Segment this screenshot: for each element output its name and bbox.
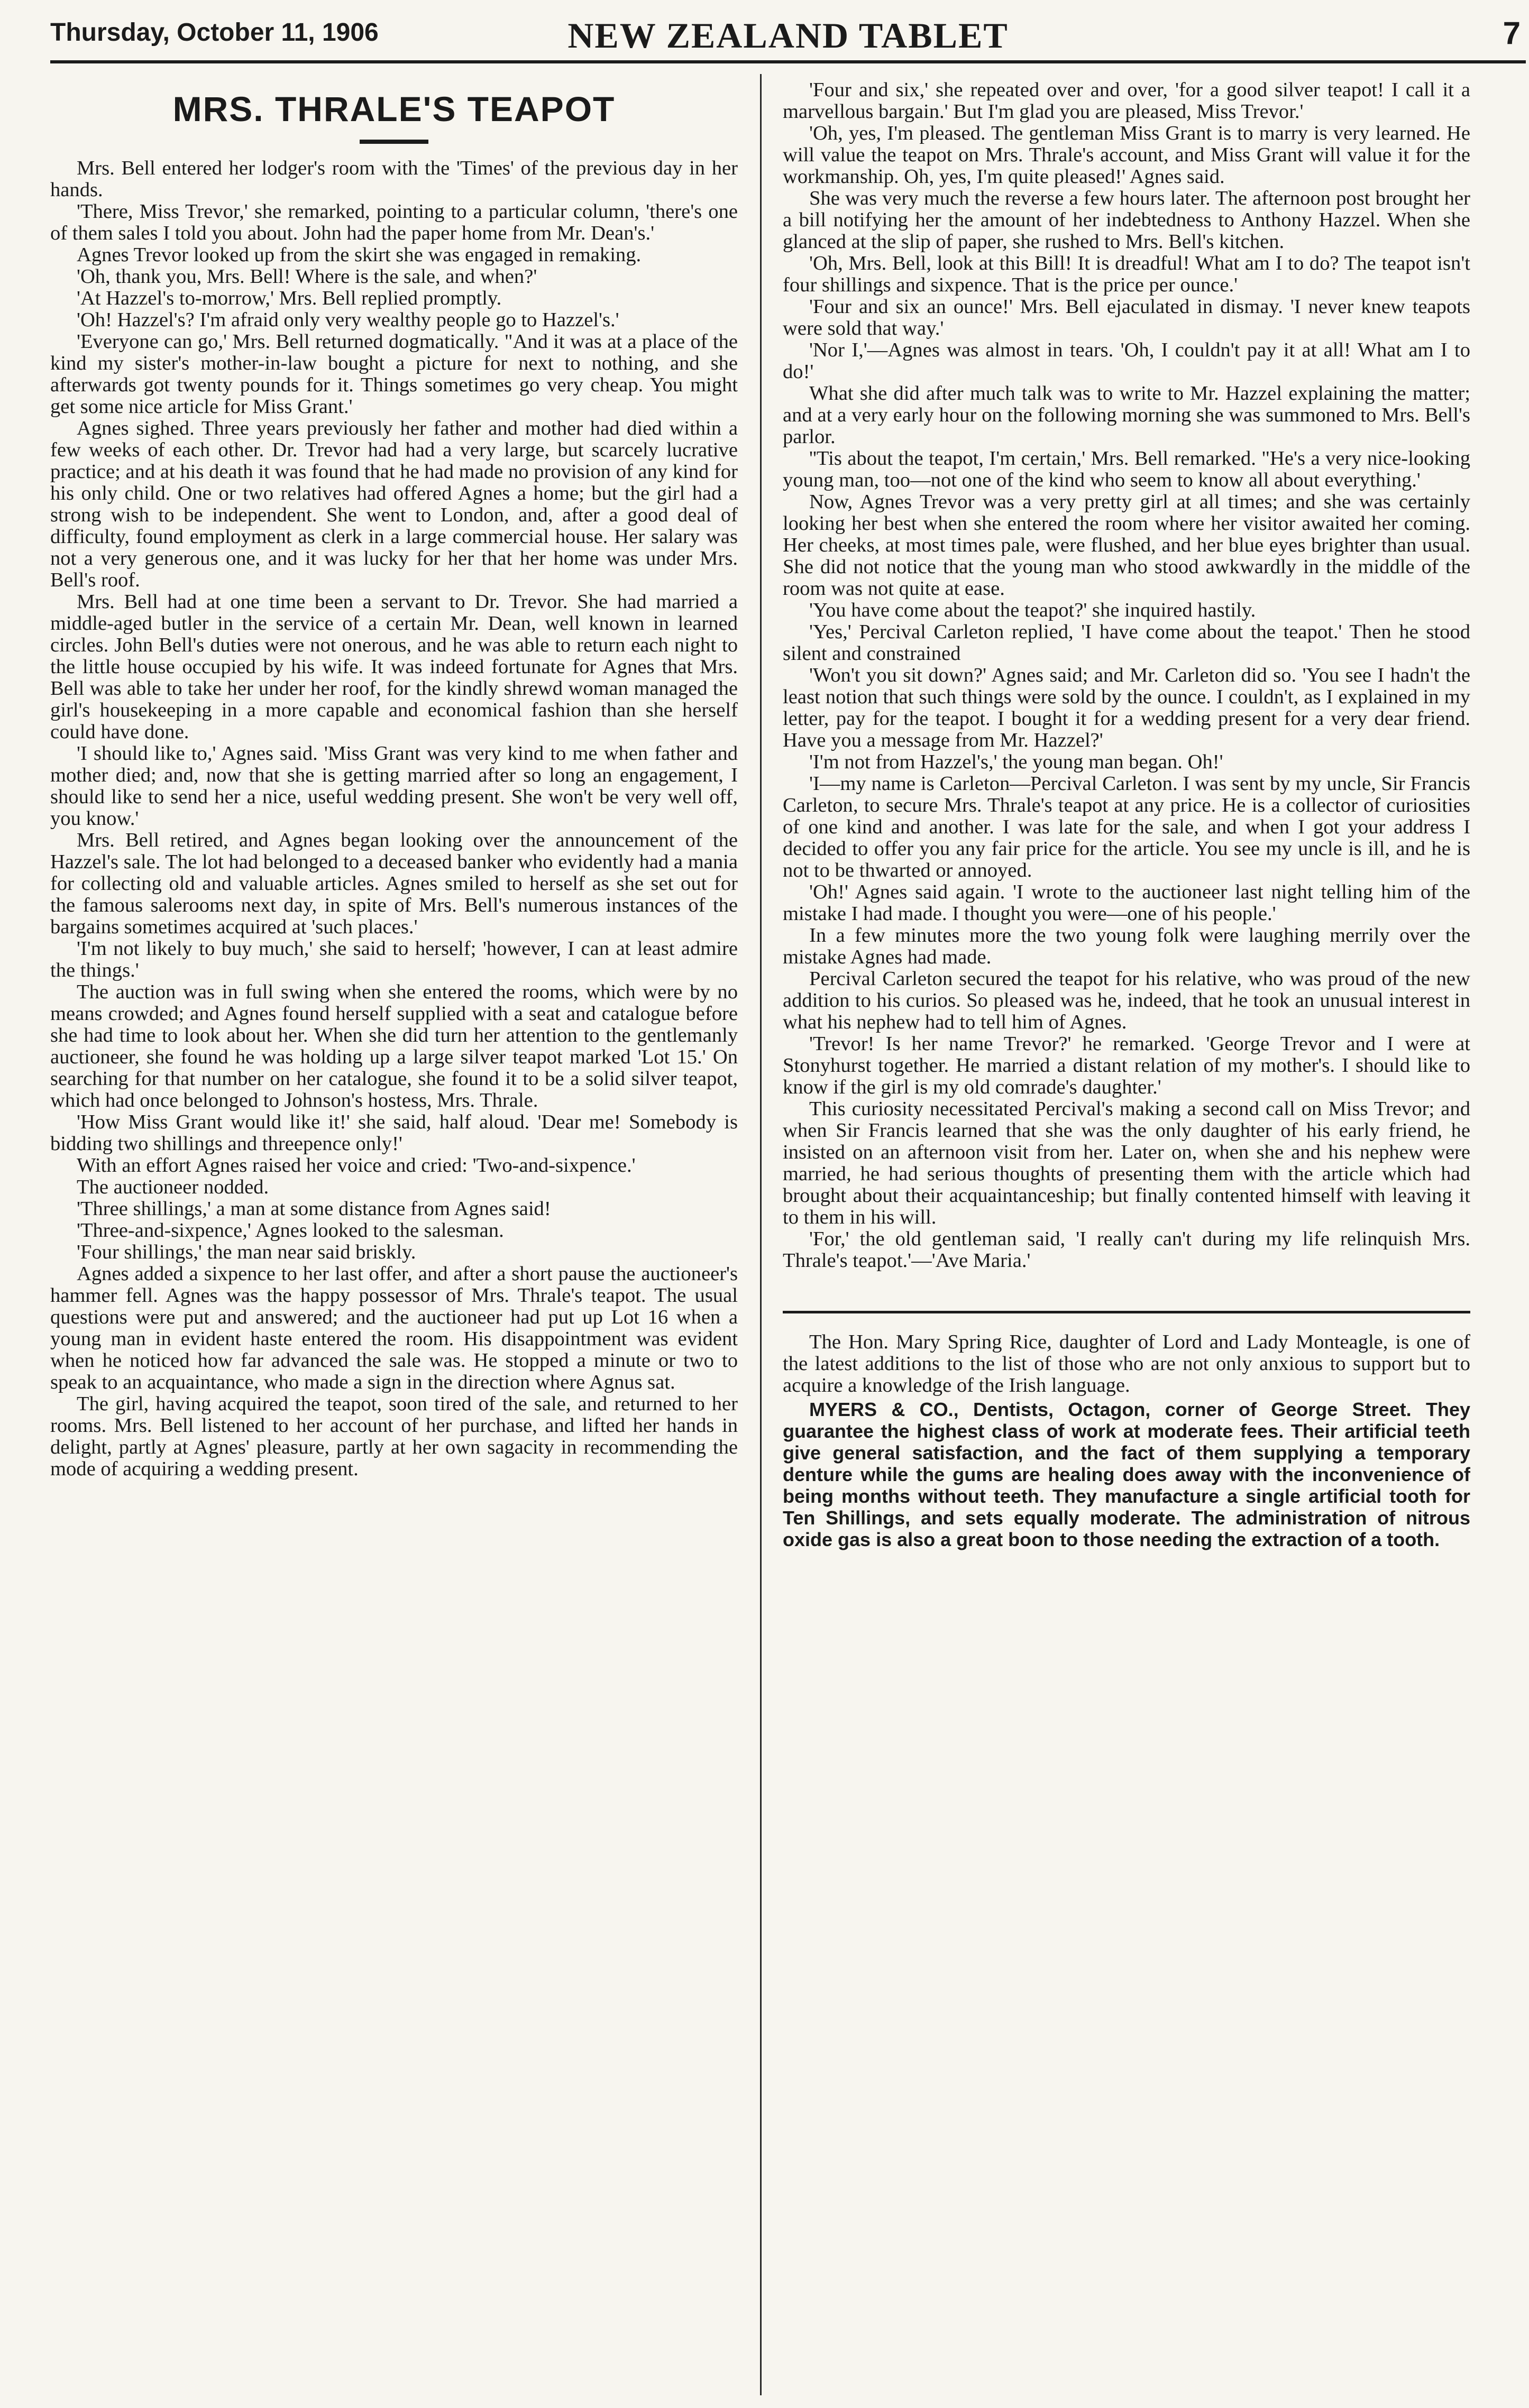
article-paragraph: Agnes added a sixpence to her last offer, and after a short pause the auctioneer's hammer fell. Agnes was the happy possessor of Mrs. Thrale's teapot. The usual questions were put and answered; and the auctioneer had put up Lot 16 when a young man in evident haste entered the room. His disappointment was evident when he noticed how far advanced the sale was. He stopped a minute or two to speak to an acquaintance, who made a sign in the direction where Agnus sat. (50, 1263, 738, 1393)
article-paragraph: Mrs. Bell retired, and Agnes began looking over the announcement of the Hazzel's sale. The lot had belonged to a deceased banker who evidently had a mania for collecting old and valuable articles. Agnes smiled to herself as she set out for the famous salerooms next day, in spite of Mrs. Bell's numerous instances of the bargains sometimes acquired at 'such places.' (50, 829, 738, 938)
title-rule (360, 140, 428, 144)
issue-date: Thursday, October 11, 1906 (50, 19, 379, 47)
notice-paragraph: The Hon. Mary Spring Rice, daughter of Lord and Lady Monteagle, is one of the latest additions to the list of those who are not only anxious to support but to acquire a knowledge of the Irish language. (783, 1331, 1470, 1396)
article-paragraph: 'How Miss Grant would like it!' she said, half aloud. 'Dear me! Somebody is bidding two shillings and threepence only!' (50, 1111, 738, 1155)
article-paragraph: 'At Hazzel's to-morrow,' Mrs. Bell replied promptly. (77, 287, 502, 309)
article-paragraph: 'I—my name is Carleton—Percival Carleton. I was sent by my uncle, Sir Francis Carleton, to secure Mrs. Thrale's teapot at any price. He is a collector of curiosities of one kind and another. I was late for the sale, and when I got your address I decided to offer you any fair price for the article. You see my uncle is ill, and he is not to be thwarted or annoyed. (783, 773, 1470, 881)
article-paragraph: 'You have come about the teapot?' she inquired hastily. (809, 599, 1256, 621)
article-paragraph: 'Oh, Mrs. Bell, look at this Bill! It is dreadful! What am I to do? The teapot isn't four shillings and sixpence. That is the price per ounce.' (783, 252, 1470, 296)
section-separator (783, 1311, 1470, 1313)
article-body-right (783, 79, 1470, 1272)
article-paragraph: 'Three shillings,' a man at some distance from Agnes said! (77, 1198, 551, 1220)
article-paragraph: 'Nor I,'—Agnes was almost in tears. 'Oh, I couldn't pay it at all! What am I to do!' (783, 339, 1470, 383)
article-paragraph: Mrs. Bell had at one time been a servant to Dr. Trevor. She had married a middle-aged butler in the service of a certain Mr. Dean, well known in learned circles. John Bell's duties were not onerous, and he was able to return each night to the little house occupied by his wife. It was indeed fortunate for Agnes that Mrs. Bell was able to take her under her roof, for the kindly shrewd woman managed the girl's housekeeping in a more capable and economical fashion than she herself could have done. (50, 591, 738, 743)
article-body-left (50, 158, 738, 1480)
article-paragraph: ''Tis about the teapot, I'm certain,' Mrs. Bell remarked. "He's a very nice-looking young man, too—not one of the kind who seem to know all about everything.' (783, 447, 1470, 491)
article-paragraph: 'Oh! Hazzel's? I'm afraid only very wealthy people go to Hazzel's.' (77, 309, 619, 331)
article-paragraph: The girl, having acquired the teapot, soon tired of the sale, and returned to her rooms. Mrs. Bell listened to her account of her purchase, and lifted her hands in delight, partly at Agnes' pleasure, partly at her own sagacity in recommending the mode of acquiring a wedding present. (50, 1393, 738, 1480)
article-paragraph: She was very much the reverse a few hours later. The afternoon post brought her a bill notifying her the amount of her indebtedness to Anthony Hazzel. When she glanced at the slip of paper, she rushed to Mrs. Bell's kitchen. (783, 187, 1470, 253)
column-divider (760, 74, 762, 2395)
article-paragraph: 'Everyone can go,' Mrs. Bell returned dogmatically. "And it was at a place of the kind my sister's mother-in-law bought a picture for next to nothing, and she afterwards got twenty pounds for it. Things sometimes go very cheap. You might get some nice article for Miss Grant.' (50, 330, 738, 418)
article-paragraph: 'Three-and-sixpence,' Agnes looked to the salesman. (77, 1219, 504, 1242)
dentist-advertisement: MYERS & CO., Dentists, Octagon, corner of George Street. They guarantee the highest class of work at moderate fees. Their artificial teeth give general satisfaction, and the fact of them supplying a temporary denture while the gums are healing does away with the inconvenience of being months without teeth. They manufacture a single artificial tooth for Ten Shillings, and sets equally moderate. The administration of nitrous oxide gas is also a great boon to those needing the extraction of a tooth. (783, 1399, 1470, 1550)
article-paragraph: Agnes Trevor looked up from the skirt she was engaged in remaking. (77, 244, 642, 266)
article-paragraph: This curiosity necessitated Percival's making a second call on Miss Trevor; and when Sir Francis learned that she was the only daughter of his early friend, he insisted on an afternoon visit from her. Later on, when she and his nephew were married, he had serious thoughts of presenting them with the article which had brought about their acquaintanceship; but finally contented himself with leaving it to them in his will. (783, 1098, 1470, 1228)
page-number: 7 (1503, 15, 1521, 51)
article-paragraph: 'Yes,' Percival Carleton replied, 'I have come about the teapot.' Then he stood silent and constrained (783, 621, 1470, 665)
story-end-space (783, 1272, 1470, 1303)
article-paragraph: 'Four and six,' she repeated over and over, 'for a good silver teapot! I call it a marvellous bargain.' But I'm glad you are pleased, Miss Trevor.' (783, 79, 1470, 123)
article-paragraph: Agnes sighed. Three years previously her father and mother had died within a few weeks of each other. Dr. Trevor had had a very large, but scarcely lucrative practice; and at his death it was found that he had made no provision of any kind for his only child. One or two relatives had offered Agnes a home; but the girl had a strong wish to be independent. She went to London, and, after a good deal of difficulty, found employment as clerk in a large commercial house. Her salary was not a very generous one, and it was lucky for her that her home was under Mrs. Bell's roof. (50, 417, 738, 591)
article-paragraph: 'Four shillings,' the man near said briskly. (77, 1241, 416, 1263)
article-paragraph: 'Four and six an ounce!' Mrs. Bell ejaculated in dismay. 'I never knew teapots were sold that way.' (783, 296, 1470, 339)
article-paragraph: Mrs. Bell entered her lodger's room with the 'Times' of the previous day in her hands. (50, 157, 738, 201)
article-paragraph: In a few minutes more the two young folk were laughing merrily over the mistake Agnes had made. (783, 924, 1470, 968)
left-column (50, 79, 738, 2390)
article-title: MRS. THRALE'S TEAPOT (172, 89, 616, 128)
article-paragraph: 'There, Miss Trevor,' she remarked, pointing to a particular column, 'there's one of them sales I told you about. John had the paper home from Mr. Dean's.' (50, 200, 738, 244)
article-paragraph: Percival Carleton secured the teapot for his relative, who was proud of the new addition to his curios. So pleased was he, indeed, that he took an unusual interest in what his nephew had to tell him of Agnes. (783, 968, 1470, 1033)
right-column (783, 79, 1470, 2390)
article-paragraph: 'Oh!' Agnes said again. 'I wrote to the auctioneer last night telling him of the mistake I had made. I thought you were—one of his people.' (783, 881, 1470, 925)
article-paragraph: 'Oh, thank you, Mrs. Bell! Where is the sale, and when?' (77, 265, 537, 288)
article-paragraph: The auction was in full swing when she entered the rooms, which were by no means crowded; and Agnes found herself supplied with a seat and catalogue before she had time to look about her. When she did turn her attention to the gentlemanly auctioneer, she found he was holding up a large silver teapot marked 'Lot 15.' On searching for that number on her catalogue, she found it to be a solid silver teapot, which had once belonged to Johnson's hostess, Mrs. Thrale. (50, 981, 738, 1111)
article-paragraph: 'Trevor! Is her name Trevor?' he remarked. 'George Trevor and I were at Stonyhurst together. He married a distant relation of my mother's. I should like to know if the girl is my old comrade's daughter.' (783, 1033, 1470, 1098)
article-paragraph: Now, Agnes Trevor was a very pretty girl at all times; and she was certainly looking her best when she entered the room where her visitor awaited her coming. Her cheeks, at most times pale, were flushed, and her blue eyes brighter than usual. She did not notice that the young man who stood awkwardly in the middle of the room was not quite at ease. (783, 491, 1470, 600)
article-paragraph: What she did after much talk was to write to Mr. Hazzel explaining the matter; and at a very early hour on the following morning she was summoned to Mrs. Bell's parlor. (783, 382, 1470, 448)
masthead (50, 11, 1526, 63)
article-paragraph: 'Won't you sit down?' Agnes said; and Mr. Carleton did so. 'You see I hadn't the least notion that such things were sold by the ounce. I couldn't, as I explained in my letter, pay for the teapot. I bought it for a wedding present for a very dear friend. Have you a message from Mr. Hazzel?' (783, 664, 1470, 751)
article-paragraph: 'I'm not likely to buy much,' she said to herself; 'however, I can at least admire the things.' (50, 938, 738, 981)
article-paragraph: 'Oh, yes, I'm pleased. The gentleman Miss Grant is to marry is very learned. He will value the teapot on Mrs. Thrale's account, and Miss Grant will value it for the workmanship. Oh, yes, I'm quite pleased!' Agnes said. (783, 122, 1470, 188)
article-paragraph: The auctioneer nodded. (77, 1176, 269, 1198)
article-paragraph: 'I'm not from Hazzel's,' the young man began. Oh!' (809, 751, 1223, 773)
article-paragraph: 'For,' the old gentleman said, 'I really can't during my life relinquish Mrs. Thrale's teapot.'—'Ave Maria.' (783, 1228, 1470, 1272)
article-paragraph: 'I should like to,' Agnes said. 'Miss Grant was very kind to me when father and mother died; and, now that she is getting married after so long an engagement, I should like to send her a nice, useful wedding present. She won't be very well off, you know.' (50, 742, 738, 830)
article-paragraph: With an effort Agnes raised her voice and cried: 'Two-and-sixpence.' (77, 1154, 636, 1177)
publication-title: NEW ZEALAND TABLET (567, 15, 1009, 56)
